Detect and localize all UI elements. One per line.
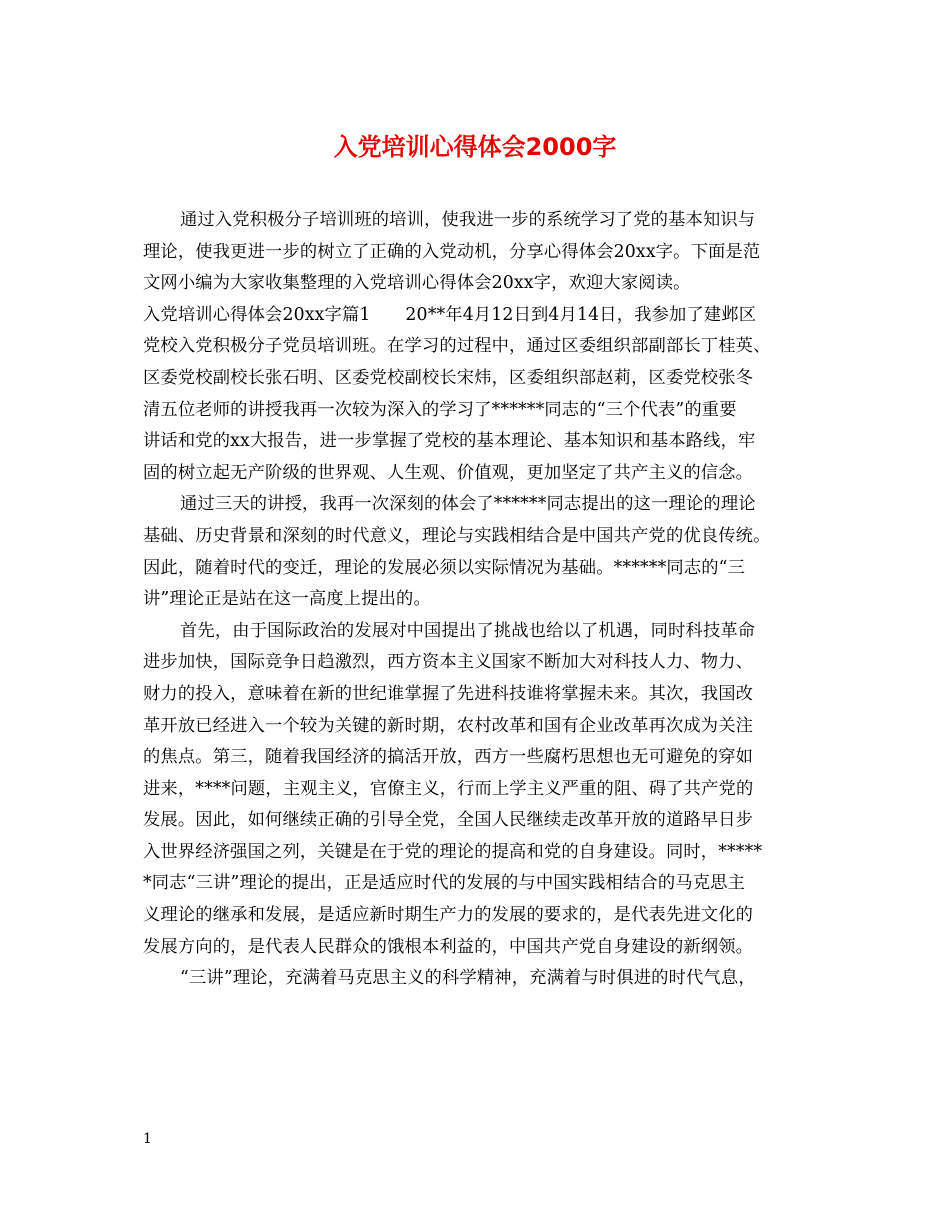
body-line: 清五位老师的讲授我再一次较为深入的学习了******同志的“三个代表”的重要: [143, 399, 737, 420]
body-line: 进来，****问题，主观主义，官僚主义，行而上学主义严重的阻、碍了共产党的: [143, 778, 754, 799]
body-line: 革开放已经进入一个较为关键的新时期，农村改革和国有企业改革再次成为关注: [143, 715, 754, 736]
body-line: 文网小编为大家收集整理的入党培训心得体会20xx字，欢迎大家阅读。: [143, 273, 691, 294]
body-line: 区委党校副校长张石明、区委党校副校长宋炜，区委组织部赵莉，区委党校张冬: [143, 367, 754, 388]
document-body: [143, 205, 823, 995]
body-line: “三讲”理论，充满着马克思主义的科学精神，充满着与时俱进的时代气息，: [180, 968, 756, 989]
body-line: 财力的投入，意味着在新的世纪谁掌握了先进科技谁将掌握未来。其次，我国改: [143, 683, 754, 704]
page-number: 1: [143, 1131, 152, 1147]
body-line: 入世界经济强国之列，关键是在于党的理论的提高和党的自身建设。同时，*****: [143, 841, 763, 862]
body-line: 理论，使我更进一步的树立了正确的入党动机，分享心得体会20xx字。下面是范: [143, 241, 761, 262]
body-line: 进步加快，国际竞争日趋激烈，西方资本主义国家不断加大对科技人力、物力、: [143, 652, 754, 673]
body-line: 通过三天的讲授，我再一次深刻的体会了******同志提出的这一理论的理论: [180, 494, 756, 515]
body-line: 讲”理论正是站在这一高度上提出的。: [143, 589, 431, 610]
body-line: 党校入党积极分子党员培训班。在学习的过程中，通过区委组织部副部长丁桂英、: [143, 336, 771, 357]
body-line: 因此，随着时代的变迁，理论的发展必须以实际情况为基础。******同志的“三: [143, 557, 746, 578]
body-line: 发展方向的，是代表人民群众的饿根本利益的，中国共产党自身建设的新纲领。: [143, 936, 754, 957]
body-line: 入党培训心得体会20xx字篇1 20**年4月12日到4月14日，我参加了建邺区: [143, 304, 757, 325]
body-line: 通过入党积极分子培训班的培训，使我进一步的系统学习了党的基本知识与: [180, 210, 756, 230]
body-line: 义理论的继承和发展，是适应新时期生产力的发展的要求的，是代表先进文化的: [143, 905, 754, 926]
body-line: 发展。因此，如何继续正确的引导全党，全国人民继续走改革开放的道路早日步: [143, 810, 754, 831]
body-line: *同志“三讲”理论的提出，正是适应时代的发展的与中国实践相结合的马克思主: [143, 873, 745, 894]
body-line: 固的树立起无产阶级的世界观、人生观、价值观，更加坚定了共产主义的信念。: [143, 462, 754, 483]
body-line: 首先，由于国际政治的发展对中国提出了挑战也给以了机遇，同时科技革命: [180, 620, 756, 641]
body-line: 基础、历史背景和深刻的时代意义，理论与实践相结合是中国共产党的优良传统。: [143, 525, 771, 546]
body-line: 讲话和党的xx大报告，进一步掌握了党校的基本理论、基本知识和基本路线，牢: [143, 431, 756, 452]
body-line: 的焦点。第三，随着我国经济的搞活开放，西方一些腐朽思想也无可避免的穿如: [143, 747, 754, 768]
document-title: 入党培训心得体会2000字: [333, 133, 617, 161]
